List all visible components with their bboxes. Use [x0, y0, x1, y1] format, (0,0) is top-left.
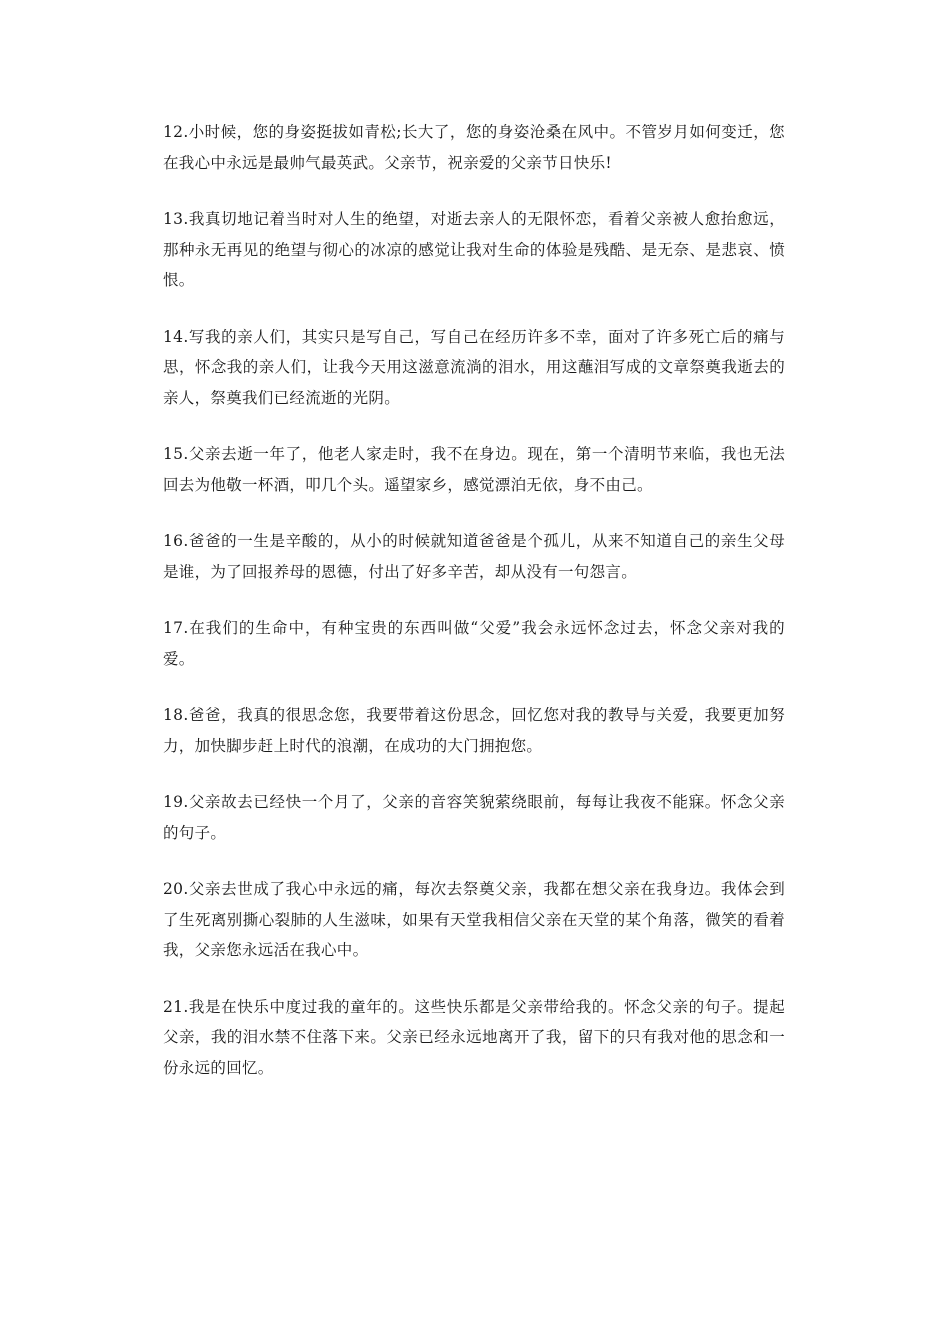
- paragraph-15: 15.父亲去逝一年了，他老人家走时，我不在身边。现在，第一个清明节来临，我也无法回去为他敬一杯酒，叩几个头。遥望家乡，感觉漂泊无依，身不由己。: [163, 445, 785, 494]
- paragraph-19: 19.父亲故去已经快一个月了，父亲的音容笑貌萦绕眼前，每每让我夜不能寐。怀念父亲的句子。: [163, 793, 785, 842]
- paragraph-18: 18.爸爸，我真的很思念您，我要带着这份思念，回忆您对我的教导与关爱，我要更加努力，加快脚步赶上时代的浪潮，在成功的大门拥抱您。: [163, 706, 785, 755]
- paragraph-21: 21.我是在快乐中度过我的童年的。这些快乐都是父亲带给我的。怀念父亲的句子。提起父亲，我的泪水禁不住落下来。父亲已经永远地离开了我，留下的只有我对他的思念和一份永远的回忆。: [163, 997, 785, 1077]
- paragraph-16: 16.爸爸的一生是辛酸的，从小的时候就知道爸爸是个孤儿，从来不知道自己的亲生父母是谁，为了回报养母的恩德，付出了好多辛苦，却从没有一句怨言。: [163, 532, 785, 581]
- paragraph-17: 17.在我们的生命中，有种宝贵的东西叫做“父爱”我会永远怀念过去，怀念父亲对我的爱。: [163, 619, 785, 668]
- paragraph-13: 13.我真切地记着当时对人生的绝望，对逝去亲人的无限怀恋，看着父亲被人愈抬愈远，那种永无再见的绝望与彻心的冰凉的感觉让我对生命的体验是残酷、是无奈、是悲哀、愤恨。: [163, 210, 785, 289]
- paragraph-20: 20.父亲去世成了我心中永远的痛，每次去祭奠父亲，我都在想父亲在我身边。我体会到了生死离别撕心裂肺的人生滋味，如果有天堂我相信父亲在天堂的某个角落，微笑的看着我，父亲您永远活在我心中。: [163, 880, 785, 959]
- document-body: [163, 117, 785, 1109]
- paragraph-12: 12.小时候，您的身姿挺拔如青松;长大了，您的身姿沧桑在风中。不管岁月如何变迁，您在我心中永远是最帅气最英武。父亲节，祝亲爱的父亲节日快乐!: [163, 123, 785, 172]
- paragraph-14: 14.写我的亲人们，其实只是写自己，写自己在经历许多不幸，面对了许多死亡后的痛与思，怀念我的亲人们，让我今天用这滋意流淌的泪水，用这蘸泪写成的文章祭奠我逝去的亲人，祭奠我们已经流逝的光阴。: [163, 327, 785, 407]
